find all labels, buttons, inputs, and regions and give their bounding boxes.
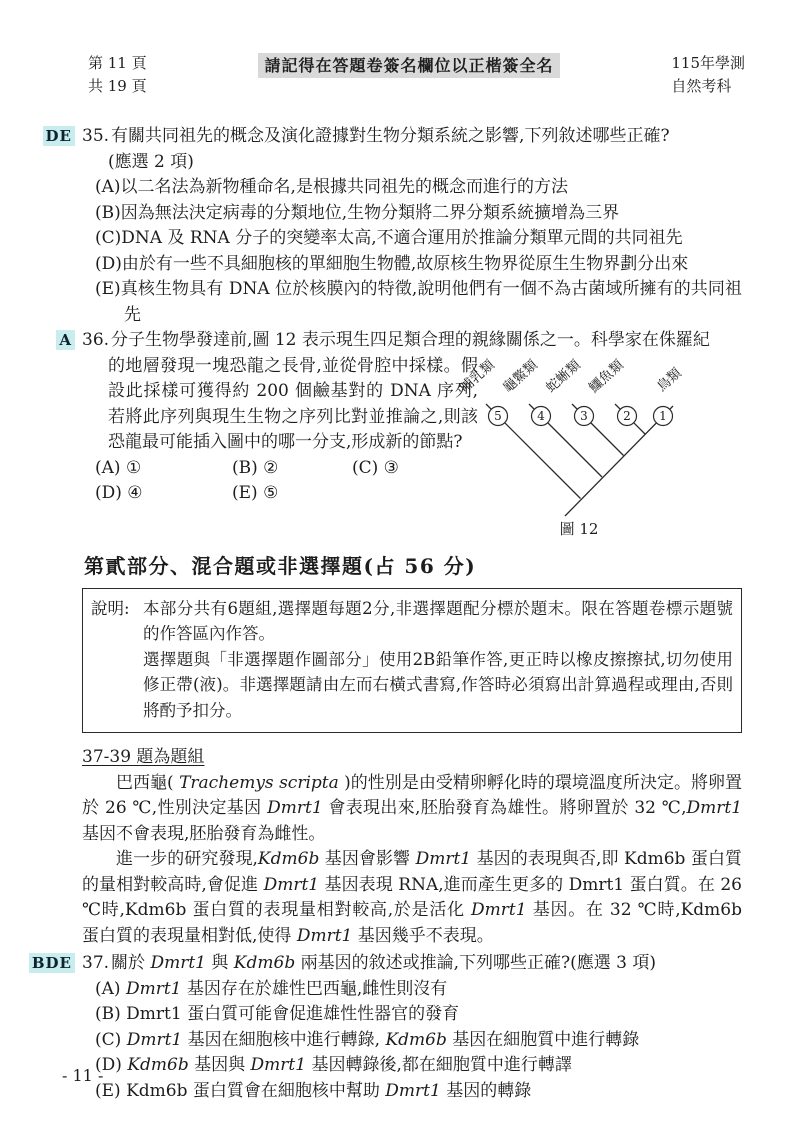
instruction-body — [91, 596, 733, 724]
answer-tag-q37: BDE — [29, 953, 75, 973]
q36-stem-text: 分子生物學發達前,圖 12 表示現生四足類合理的親緣關係之一。科學家在侏羅紀 — [111, 330, 710, 350]
taxon-label-crocodilians: 鱷魚類 — [585, 356, 627, 396]
q36-number: 36. — [82, 330, 110, 350]
q35-stem-text: 有關共同祖先的概念及演化證據對生物分類系統之影響,下列敘述哪些正確? — [111, 126, 670, 146]
exam-title-block — [671, 52, 745, 98]
q37-stem-text: 關於 Dmrt1 與 Kdm6b 兩基因的敘述或推論,下列哪些正確?(應選 3 項) — [111, 953, 657, 973]
cladogram-svg — [453, 346, 745, 542]
q37-options — [82, 977, 742, 1105]
q36-option-a: (A) ① — [95, 457, 142, 478]
node-number-2: 2 — [623, 409, 631, 423]
q35-option-a: (A)以二名法為新物種命名,是根據共同祖先的概念而進行的方法 — [95, 177, 568, 197]
node-number-4: 4 — [537, 409, 545, 423]
instruction-box — [82, 588, 742, 734]
q37-option-b: (B) Dmrt1 蛋白質可能會促進雄性性器官的發育 — [95, 1004, 460, 1024]
signature-notice: 請記得在答題卷簽名欄位以正楷簽全名 — [258, 53, 559, 78]
q37-number: 37. — [82, 953, 110, 973]
instruction-paragraph-1: 本部分共有6題組,選擇題每題2分,非選擇題配分標於題末。限在答題卷標示題號的作答區內作答。 — [143, 598, 733, 643]
q36-option-b: (B) ② — [232, 457, 279, 478]
q35-stem — [82, 124, 742, 150]
group-passage — [82, 771, 742, 950]
instruction-label: 說明: — [91, 598, 130, 618]
q37-option-d: (D) Kdm6b 基因與 Dmrt1 基因轉錄後,都在細胞質中進行轉譯 — [95, 1055, 572, 1075]
q36-option-c: (C) ③ — [352, 457, 399, 478]
taxon-label-squamates: 蛇蜥類 — [542, 356, 584, 396]
q36-option-e: (E) ⑤ — [232, 483, 279, 503]
group-37-39-heading: 37-39 題為題組 — [82, 747, 205, 767]
node-number-3: 3 — [580, 409, 588, 423]
node-number-5: 5 — [494, 409, 502, 423]
q37-option-c: (C) Dmrt1 基因在細胞核中進行轉錄, Kdm6b 基因在細胞質中進行轉錄 — [95, 1029, 640, 1050]
taxon-label-birds: 鳥類 — [653, 365, 685, 395]
question-35 — [45, 124, 742, 328]
page-number: 第 11 頁 — [88, 54, 147, 72]
figure-12-caption: 圖 12 — [559, 520, 599, 538]
question-37 — [31, 951, 742, 1104]
node-number-1: 1 — [659, 409, 667, 423]
q37-stem — [82, 951, 742, 977]
exam-subject: 自然考科 — [671, 77, 732, 95]
exam-year: 115年學測 — [671, 54, 745, 72]
page-footer: - 11 - — [62, 1065, 104, 1085]
passage-paragraph-1: 巴西龜( Trachemys scripta )的性別是由受精卵孵化時的環境溫度所決定。將卵置於 26 ℃,性別決定基因 Dmrt1 會表現出來,胚胎發育為雄性。將卵置於 32 ℃,Dmrt1 基因不會表現,胚胎發育為雌性。 — [82, 772, 743, 844]
part2-heading: 第貳部分、混合題或非選擇題(占 56 分) — [84, 554, 477, 578]
main-content — [0, 98, 800, 1104]
taxon-label-mammals: 哺乳類 — [456, 356, 498, 396]
figure-12-cladogram — [453, 346, 745, 542]
q35-option-d: (D)由於有一些不具細胞核的單細胞生物體,故原核生物界從原生生物界劃分出來 — [95, 253, 689, 274]
passage-paragraph-2: 進一步的研究發現,Kdm6b 基因會影響 Dmrt1 基因的表現與否,即 Kdm6b 蛋白質的量相對較高時,會促進 Dmrt1 基因表現 RNA,進而產生更多的 Dmrt1 蛋白質。在 26 ℃時,Kdm6b 蛋白質的表現量相對較高,於是活化 Dmrt1 基因。在 32 ℃時,Kdm6b 蛋白質的表現量相對低,使得 Dmrt1 基因幾乎不表現。 — [82, 849, 743, 946]
page-header — [0, 0, 800, 98]
q35-option-c: (C)DNA 及 RNA 分子的突變率太高,不適合運用於推論分類單元間的共同祖先 — [95, 228, 683, 248]
q35-option-b: (B)因為無法決定病毒的分類地位,生物分類將二界分類系統擴增為三界 — [95, 202, 620, 223]
q35-choose-note: (應選 2 項) — [108, 151, 194, 172]
q36-option-d: (D) ④ — [95, 483, 143, 503]
q36-stem-rest: 的地層發現一塊恐龍之長骨,並從骨腔中採樣。假設此採樣可獲得約 200 個鹼基對的 DNA 序列,若將此序列與現生生物之序列比對並推論之,則該恐龍最可能插入圖中的哪一分支,形成新的節點? — [108, 355, 478, 452]
taxon-label-turtles: 龜鱉類 — [499, 356, 541, 396]
q37-option-e: (E) Kdm6b 蛋白質會在細胞核中幫助 Dmrt1 基因的轉錄 — [95, 1080, 532, 1101]
page-total: 共 19 頁 — [88, 77, 147, 95]
instruction-paragraph-2: 選擇題與「非選擇題作圖部分」使用2B鉛筆作答,更正時以橡皮擦擦拭,切勿使用修正帶(液)。非選擇題請由左而右橫式書寫,作答時必須寫出計算過程或理由,否則將酌予扣分。 — [143, 649, 733, 720]
q35-number: 35. — [82, 126, 110, 146]
q35-option-e: (E)真核生物具有 DNA 位於核膜內的特徵,說明他們有一個不為古菌域所擁有的共同祖先 — [95, 279, 742, 325]
q35-options — [82, 175, 742, 328]
q37-option-a: (A) Dmrt1 基因存在於雄性巴西龜,雌性則沒有 — [95, 978, 448, 999]
question-36 — [59, 328, 742, 540]
page-number-block — [88, 52, 147, 98]
answer-tag-q35: DE — [43, 126, 75, 146]
answer-tag-q36: A — [56, 330, 75, 350]
